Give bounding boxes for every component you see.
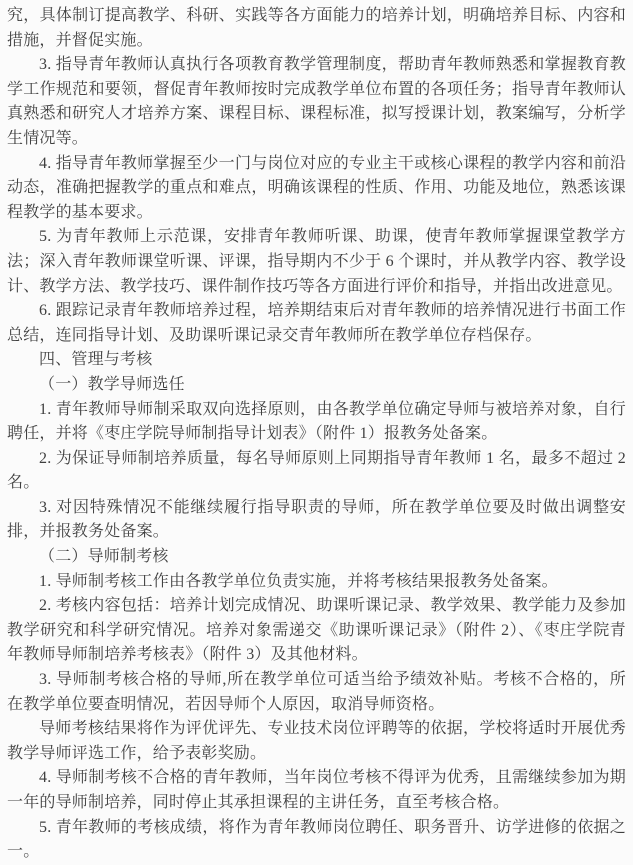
paragraph-assessment-1: 1. 导师制考核工作由各教学单位负责实施，并将考核结果报教务处备案。 xyxy=(39,572,558,590)
paragraph-selection-2: 2. 为保证导师制培养质量，每名导师原则上同期指导青年教师 1 名，最多不超过 2 名。 xyxy=(7,449,626,492)
paragraph-assessment-3: 3. 导师制考核合格的导师,所在教学单位可适当给予绩效补贴。考核不合格的，所在教学单位要查明情况，若因导师个人原因，取消导师资格。 xyxy=(7,671,626,713)
paragraph-assessment-2: 2. 考核内容包括：培养计划完成情况、助课听课记录、教学效果、教学能力及参加教学研究和科学研究情况。培养对象需递交《助课听课记录》（附件 2）、《枣庄学院青年教师导师制培养考核表》（附件 3）及其他材料。 xyxy=(7,597,626,664)
paragraph-assessment-5: 5. 青年教师的考核成绩，将作为青年教师岗位聘任、职务晋升、访学进修的依据之一。 xyxy=(7,818,626,861)
paragraph-item-4-duties: 4. 指导青年教师掌握至少一门与岗位对应的专业主干或核心课程的教学内容和前沿动态，准确把握教学的重点和难点，明确该课程的性质、作用、功能及地位，熟悉该课程教学的基本要求。 xyxy=(7,154,626,221)
paragraph-item-3-duties: 3. 指导青年教师认真执行各项教育教学管理制度，帮助青年教师熟悉和掌握教育教学工作规范和要领，督促青年教师按时完成教学单位布置的各项任务；指导青年教师认真熟悉和研究人才培养方案、课程目标、课程标准，拟写授课计划，教案编写，分析学生情况等。 xyxy=(7,56,626,147)
section-heading-4-management: 四、管理与考核 xyxy=(39,351,153,369)
paragraph-item-5-duties: 5. 为青年教师上示范课，安排青年教师听课、助课，使青年教师掌握课堂教学方法；深入青年教师课堂听课、评课，指导期内不少于 6 个课时，并从教学内容、教学设计、教学方法、教学技巧、课件制作技巧等各方面进行评价和指导，并指出改进意见。 xyxy=(7,228,626,295)
subsection-heading-1-mentor-selection: （一）教学导师选任 xyxy=(39,375,185,393)
subsection-heading-2-mentor-assessment: （二）导师制考核 xyxy=(39,548,169,566)
paragraph-selection-1: 1. 青年教师导师制采取双向选择原则，由各教学单位确定导师与被培养对象，自行聘任，并将《枣庄学院导师制指导计划表》（附件 1）报教务处备案。 xyxy=(7,400,626,443)
paragraph-item-6-duties: 6. 跟踪记录青年教师培养过程，培养期结束后对青年教师的培养情况进行书面工作总结，连同指导计划、及助课听课记录交青年教师所在教学单位存档保存。 xyxy=(7,302,626,344)
paragraph-continuation: 究，具体制订提高教学、科研、实践等各方面能力的培养计划，明确培养目标、内容和措施，并督促实施。 xyxy=(7,7,626,49)
paragraph-selection-3: 3. 对因特殊情况不能继续履行指导职责的导师，所在教学单位要及时做出调整安排，并报教务处备案。 xyxy=(7,498,626,541)
paragraph-assessment-3b: 导师考核结果将作为评优评先、专业技术岗位评聘等的依据，学校将适时开展优秀教学导师评选工作，给予表彰奖励。 xyxy=(7,720,626,762)
paragraph-assessment-4: 4. 导师制考核不合格的青年教师，当年岗位考核不得评为优秀，且需继续参加为期一年的导师制培养，同时停止其承担课程的主讲任务，直至考核合格。 xyxy=(7,769,626,811)
